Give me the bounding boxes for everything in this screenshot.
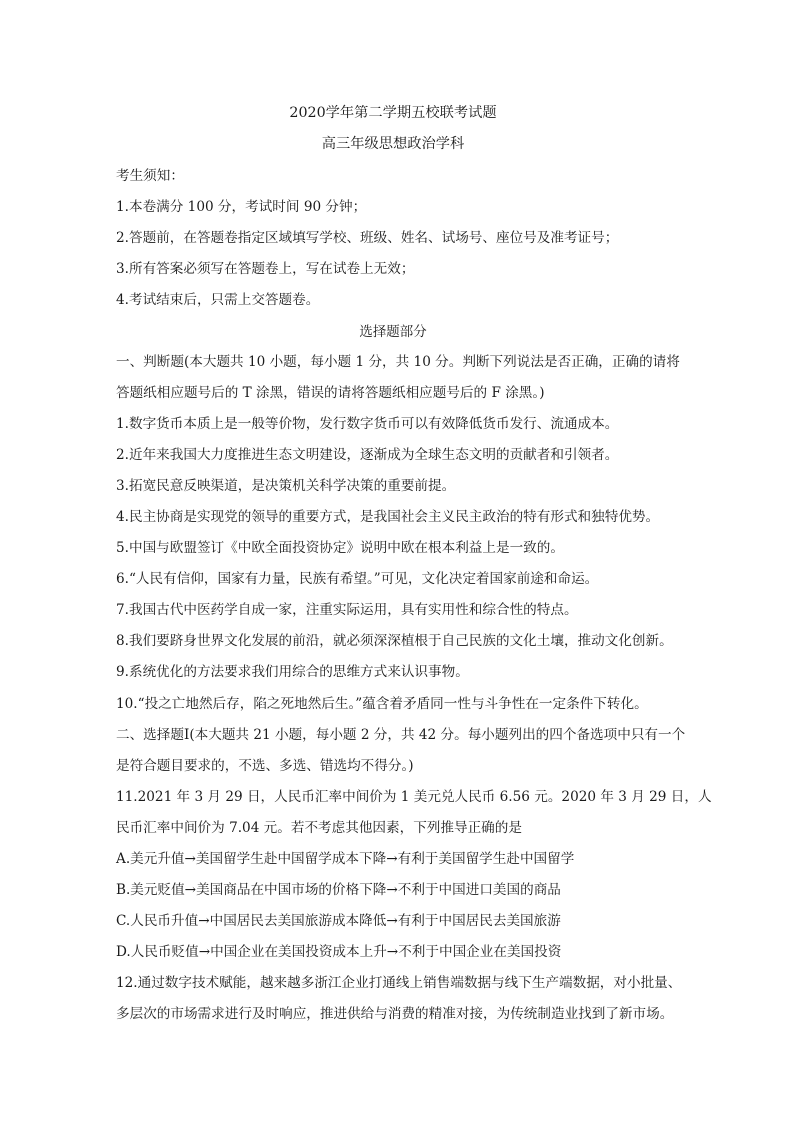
question-11-option-b: B.美元贬值→美国商品在中国市场的价格下降→不利于中国进口美国的商品 bbox=[116, 882, 561, 898]
notice-heading: 考生须知： bbox=[116, 168, 184, 184]
question-11-option-d: D.人民币贬值→中国企业在美国投资成本上升→不利于中国企业在美国投资 bbox=[116, 944, 562, 960]
question-7: 7.我国古代中医药学自成一家，注重实际运用，具有实用性和综合性的特点。 bbox=[116, 602, 578, 618]
question-6: 6.“人民有信仰，国家有力量，民族有希望。”可见，文化决定着国家前途和命运。 bbox=[116, 571, 599, 587]
part2-instructions: 是符合题目要求的，不选、多选、错选均不得分。) bbox=[116, 758, 414, 774]
exam-title: 2020学年第二学期五校联考试题 bbox=[289, 105, 497, 121]
question-5: 5.中国与欧盟签订《中欧全面投资协定》说明中欧在根本利益上是一致的。 bbox=[116, 540, 564, 556]
notice-item: 4.考试结束后，只需上交答题卷。 bbox=[116, 292, 320, 308]
part2-instructions: 二、选择题Ⅰ(本大题共 21 小题，每小题 2 分，共 42 分。每小题列出的四个备选项中只有一个 bbox=[116, 727, 686, 743]
notice-item: 3.所有答案必须写在答题卷上，写在试卷上无效； bbox=[116, 261, 415, 277]
notice-item: 1.本卷满分 100 分，考试时间 90 分钟； bbox=[116, 199, 367, 215]
exam-subtitle: 高三年级思想政治学科 bbox=[321, 136, 465, 152]
question-9: 9.系统优化的方法要求我们用综合的思维方式来认识事物。 bbox=[116, 664, 469, 680]
question-1: 1.数字货币本质上是一般等价物，发行数字货币可以有效降低货币发行、流通成本。 bbox=[116, 416, 619, 432]
part1-instructions: 一、判断题(本大题共 10 小题，每小题 1 分，共 10 分。判断下列说法是否正确，正确的请将 bbox=[116, 354, 680, 370]
question-11-stem: 民币汇率中间价为 7.04 元。若不考虑其他因素，下列推导正确的是 bbox=[116, 820, 522, 836]
question-8: 8.我们要跻身世界文化发展的前沿，就必须深深植根于自己民族的文化土壤，推动文化创新。 bbox=[116, 633, 673, 649]
question-12-stem: 多层次的市场需求进行及时响应，推进供给与消费的精准对接，为传统制造业找到了新市场。 bbox=[116, 1006, 674, 1022]
question-10: 10.“投之亡地然后存，陷之死地然后生。”蕴含着矛盾同一性与斗争性在一定条件下转化。 bbox=[116, 696, 648, 712]
question-11-option-c: C.人民币升值→中国居民去美国旅游成本降低→有利于中国居民去美国旅游 bbox=[116, 913, 561, 929]
question-11-option-a: A.美元升值→美国留学生赴中国留学成本下降→有利于美国留学生赴中国留学 bbox=[116, 851, 575, 867]
question-2: 2.近年来我国大力度推进生态文明建设，逐渐成为全球生态文明的贡献者和引领者。 bbox=[116, 447, 619, 463]
question-12-stem: 12.通过数字技术赋能，越来越多浙江企业打通线上销售端数据与线下生产端数据，对小批量、 bbox=[116, 975, 682, 991]
part1-instructions: 答题纸相应题号后的 T 涂黑，错误的请将答题纸相应题号后的 F 涂黑。) bbox=[116, 385, 545, 401]
question-11-stem: 11.2021 年 3 月 29 日，人民币汇率中间价为 1 美元兑人民币 6.56 元。2020 年 3 月 29 日，人 bbox=[116, 789, 712, 805]
section-title: 选择题部分 bbox=[359, 324, 427, 340]
question-3: 3.拓宽民意反映渠道，是决策机关科学决策的重要前提。 bbox=[116, 478, 456, 494]
notice-item: 2.答题前，在答题卷指定区域填写学校、班级、姓名、试场号、座位号及准考证号； bbox=[116, 230, 619, 246]
question-4: 4.民主协商是实现党的领导的重要方式，是我国社会主义民主政治的特有形式和独特优势。 bbox=[116, 509, 660, 525]
